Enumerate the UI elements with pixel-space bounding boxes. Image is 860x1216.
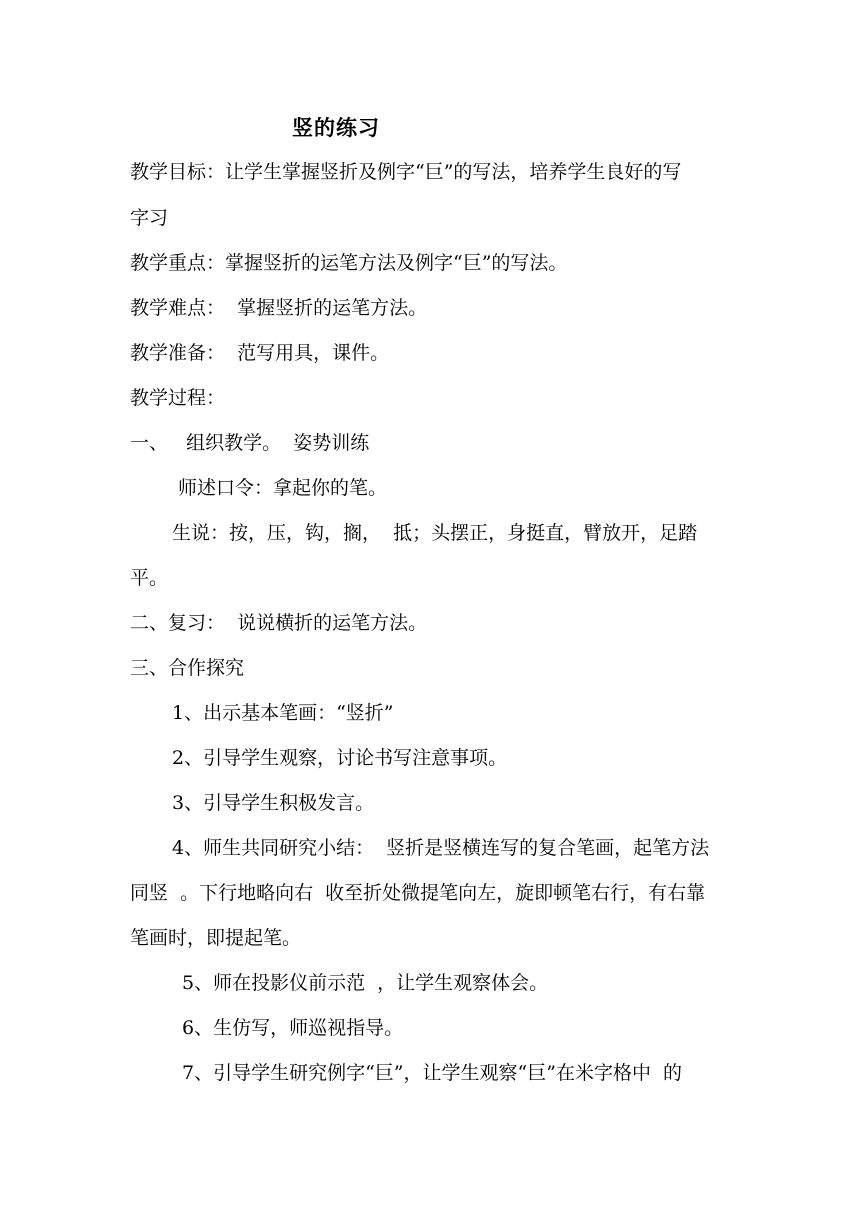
line-step-6: 6、生仿写，师巡视指导。	[182, 1017, 404, 1039]
line-step-4-cont: 同竖 。下行地略向右 收至折处微提笔向左，旋即顿笔右行，有右靠	[130, 882, 706, 904]
line-teacher-command: 师述口令：拿起你的笔。	[178, 477, 388, 499]
line-teaching-goal-cont: 字习	[130, 207, 169, 229]
line-section-one: 一、 组织教学。 姿势训练	[130, 432, 370, 454]
line-step-4: 4、师生共同研究小结： 竖折是竖横连写的复合笔画，起笔方法	[172, 837, 710, 859]
line-step-7: 7、引导学生研究例字“巨”，让学生观察“巨”在米字格中 的	[182, 1062, 683, 1084]
line-section-three: 三、合作探究	[130, 657, 245, 679]
line-teaching-difficulty: 教学难点： 掌握竖折的运笔方法。	[130, 297, 428, 319]
line-step-3: 3、引导学生积极发言。	[172, 792, 375, 814]
line-teaching-process: 教学过程：	[130, 387, 226, 409]
line-step-1: 1、出示基本笔画：“竖折”	[172, 702, 394, 724]
line-teaching-preparation: 教学准备： 范写用具，课件。	[130, 342, 390, 364]
line-student-says-cont: 平。	[130, 567, 169, 589]
line-step-2: 2、引导学生观察，讨论书写注意事项。	[172, 747, 508, 769]
line-step-5: 5、师在投影仪前示范 ，让学生观察体会。	[182, 972, 549, 994]
document-title: 竖的练习	[292, 115, 380, 140]
line-student-says: 生说：按，压，钩，搁， 抵；头摆正，身挺直，臂放开，足踏	[172, 522, 698, 544]
line-teaching-goal: 教学目标：让学生掌握竖折及例字“巨”的写法，培养学生良好的写	[130, 161, 682, 183]
line-section-two: 二、复习： 说说横折的运笔方法。	[130, 612, 428, 634]
line-step-4-cont2: 笔画时，即提起笔。	[130, 927, 302, 949]
line-teaching-focus: 教学重点：掌握竖折的运笔方法及例字“巨”的写法。	[130, 252, 568, 274]
